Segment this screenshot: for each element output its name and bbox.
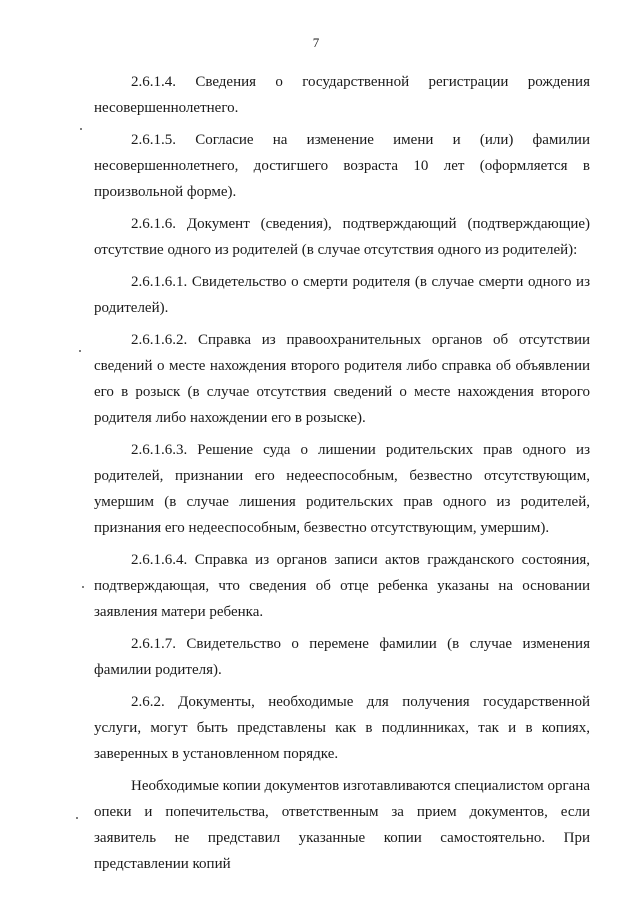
scan-speck — [80, 128, 82, 130]
paragraph-2-6-1-4: 2.6.1.4. Сведения о государственной регистрации рождения несовершеннолетнего. — [94, 74, 590, 116]
paragraph-2-6-1-6-3: 2.6.1.6.3. Решение суда о лишении родительских прав одного из родителей, признании его недееспособным, безвестно отсутствующим, умершим (в случае лишения родительских прав одного из родителей, признания его недееспособным, безвестно отсутствующим, умершим). — [94, 442, 590, 536]
page-number: 7 — [312, 35, 320, 50]
paragraph-2-6-1-6-2: 2.6.1.6.2. Справка из правоохранительных органов об отсутствии сведений о месте нахождения второго родителя либо справка об объявлении его в розыск (в случае отсутствия сведений о месте нахождения второго родителя либо нахождении его в розыске). — [94, 332, 590, 426]
scan-speck — [82, 586, 84, 588]
scan-speck — [76, 817, 78, 819]
paragraph-2-6-1-5: 2.6.1.5. Согласие на изменение имени и (или) фамилии несовершеннолетнего, достигшего возраста 10 лет (оформляется в произвольной форме). — [94, 132, 590, 200]
paragraph-2-6-1-6: 2.6.1.6. Документ (сведения), подтверждающий (подтверждающие) отсутствие одного из родителей (в случае отсутствия одного из родителей): — [94, 216, 590, 258]
scan-speck — [79, 350, 81, 352]
document-body — [94, 69, 590, 883]
paragraph-2-6-1-6-1: 2.6.1.6.1. Свидетельство о смерти родителя (в случае смерти одного из родителей). — [94, 274, 590, 316]
paragraph-2-6-2: 2.6.2. Документы, необходимые для получения государственной услуги, могут быть представлены как в подлинниках, так и в копиях, заверенных в установленном порядке. — [94, 694, 590, 762]
paragraph-2-6-1-6-4: 2.6.1.6.4. Справка из органов записи актов гражданского состояния, подтверждающая, что сведения об отце ребенка указаны на основании заявления матери ребенка. — [94, 552, 590, 620]
paragraph-2-6-1-7: 2.6.1.7. Свидетельство о перемене фамилии (в случае изменения фамилии родителя). — [94, 636, 590, 678]
paragraph-copies: Необходимые копии документов изготавливаются специалистом органа опеки и попечительства, ответственным за прием документов, если заявитель не представил указанные копии самостоятельно. При представлении копий — [94, 778, 591, 872]
